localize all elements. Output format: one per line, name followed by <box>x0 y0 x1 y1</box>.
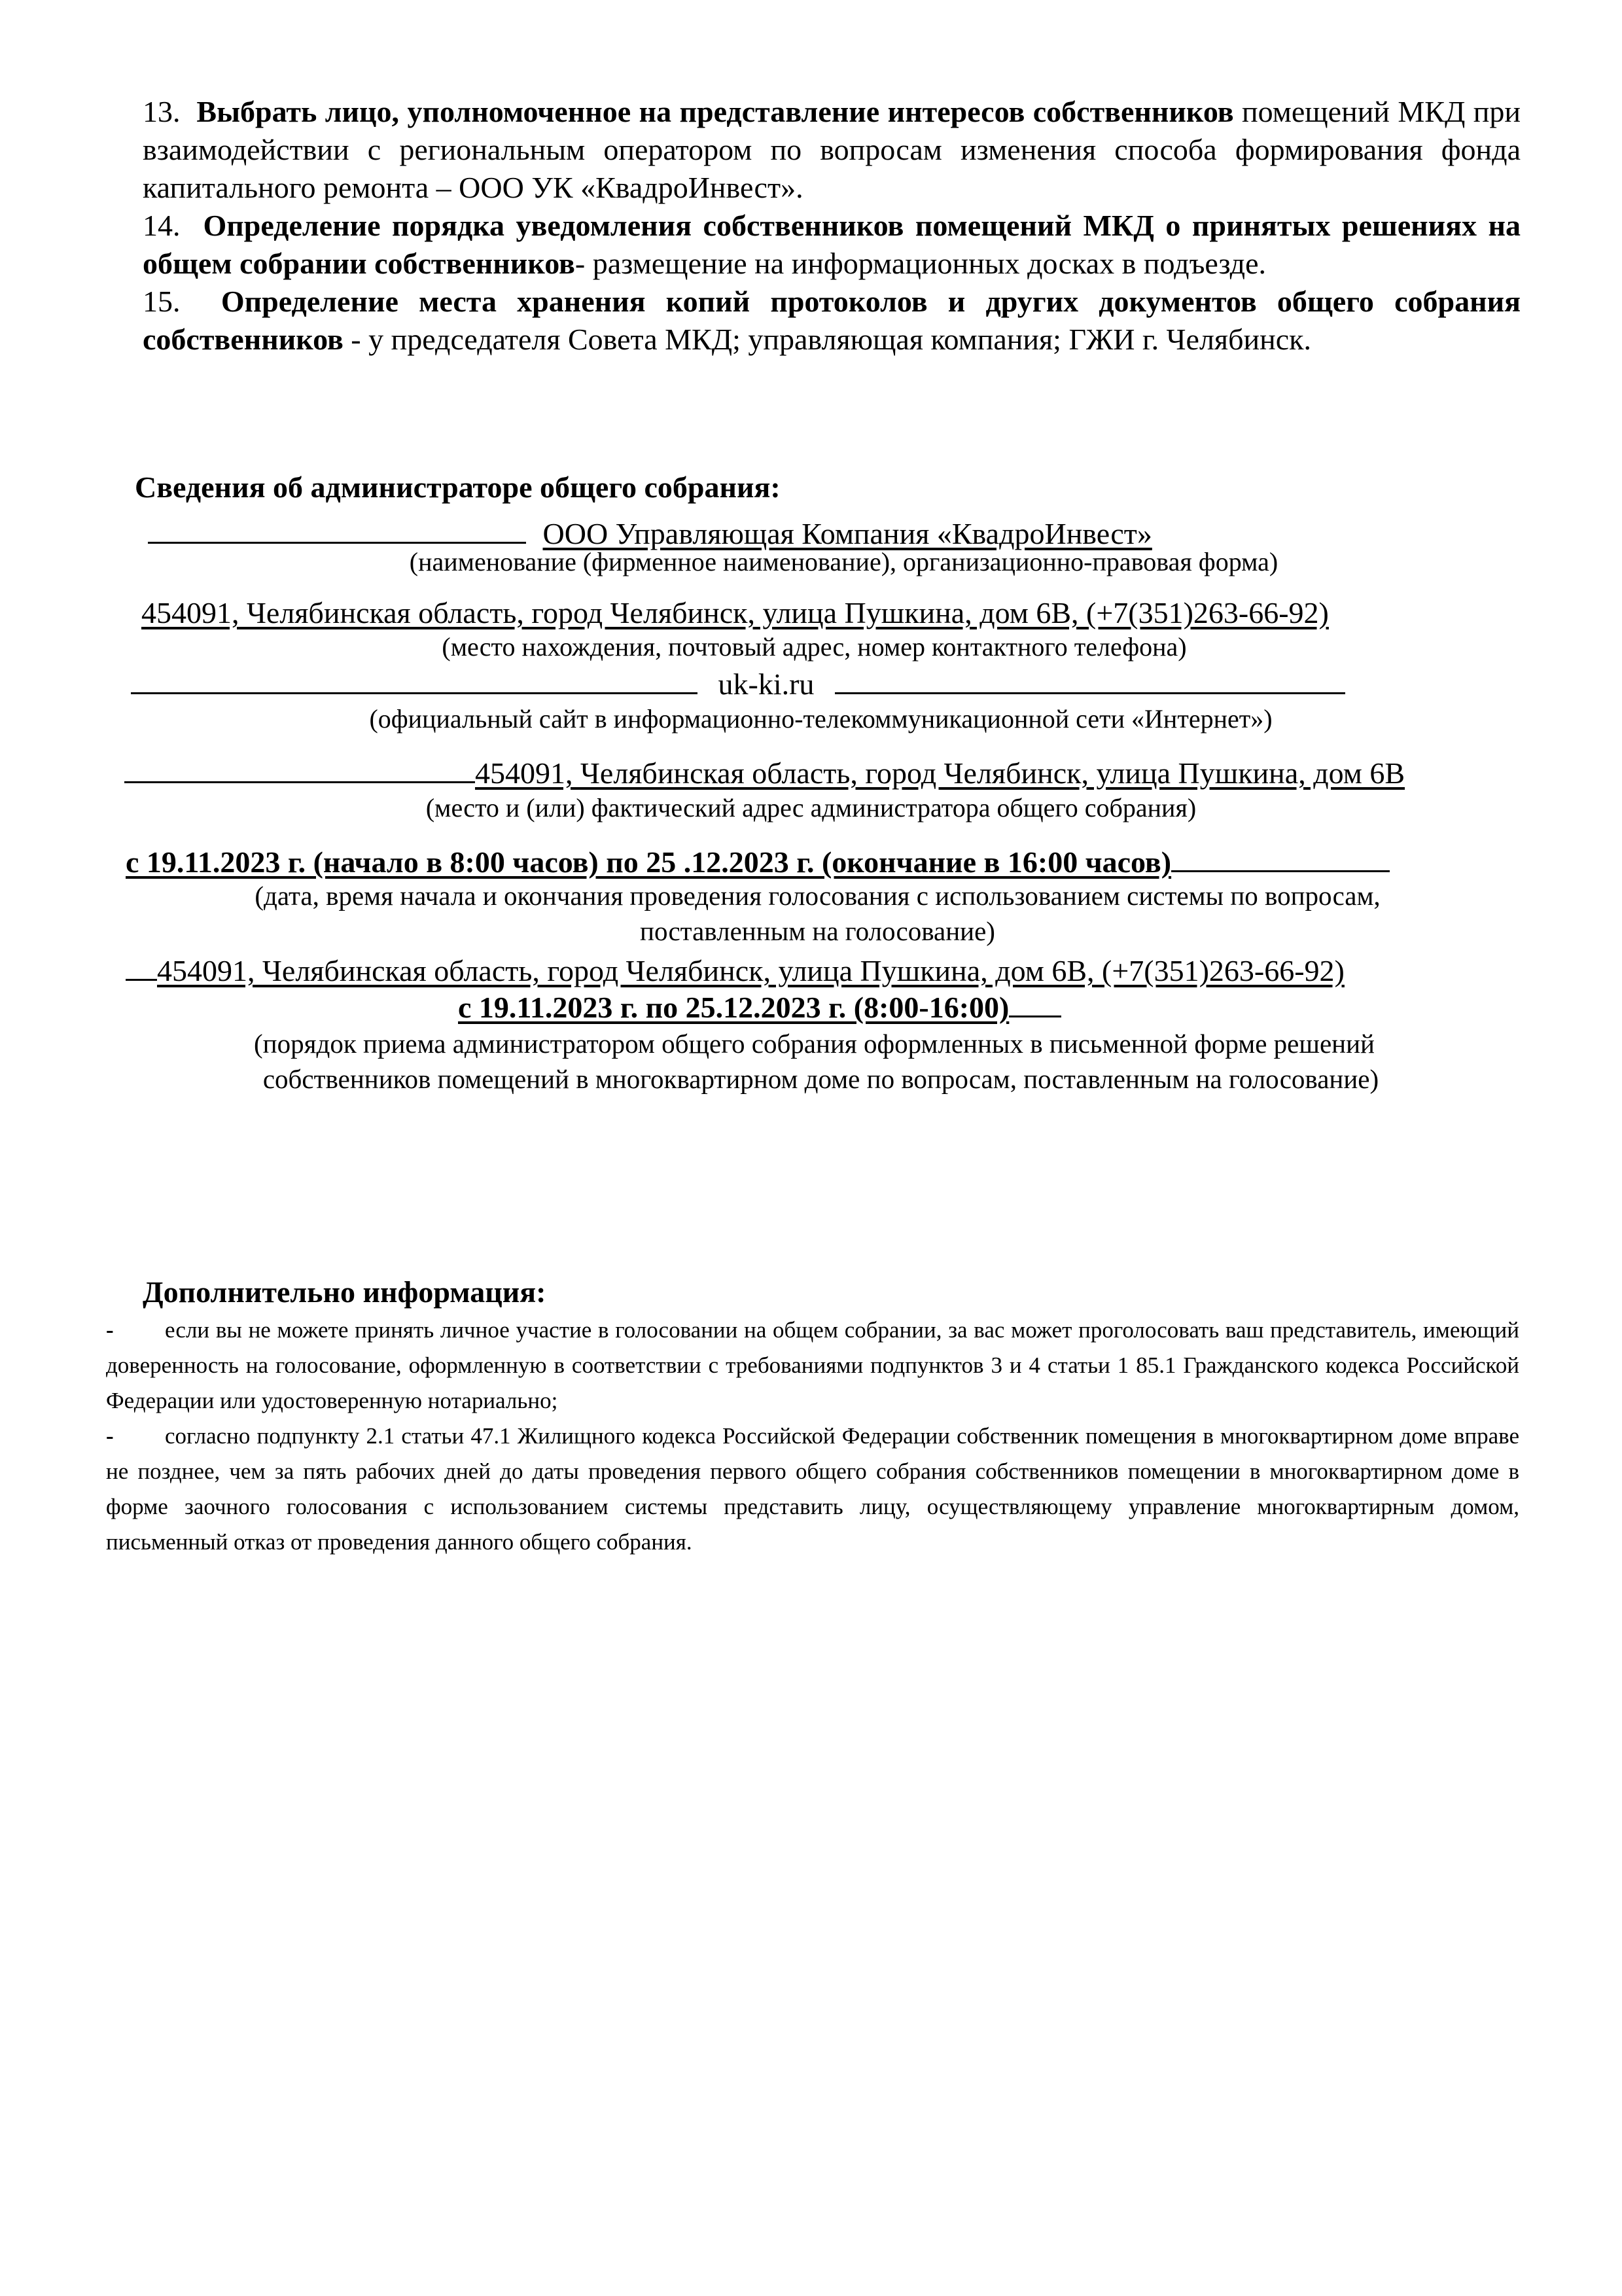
voting-period-caption-2: поставленным на голосование) <box>640 916 995 946</box>
voting-period-caption-1: (дата, время начала и окончания проведения голосования с использованием системы по вопросам, <box>255 881 1381 911</box>
additional-notes <box>106 1313 1519 1560</box>
note-item <box>106 1313 1519 1419</box>
agenda-items <box>143 93 1521 359</box>
item-heading: Определение места хранения копий протоколов и других документов общего собрания собственников <box>143 285 1521 356</box>
item-heading: Выбрать лицо, уполномоченное на представление интересов собственников <box>196 95 1234 128</box>
fill-line <box>124 754 475 783</box>
note-text: согласно подпункту 2.1 статьи 47.1 Жилищного кодекса Российской Федерации собственник помещения в многоквартирном доме вправе не позднее, чем за пять рабочих дней до даты проведения первого общего собрания собственников помещении в многоквартирном доме в форме заочного голосования с использованием системы представить лицу, осуществляющему управление многоквартирным домом, письменный отказ от проведения данного общего собрания. <box>106 1423 1519 1555</box>
receive-period-line <box>458 988 1061 1027</box>
receive-period-value: с 19.11.2023 г. по 25.12.2023 г. (8:00-16:00) <box>458 991 1010 1024</box>
item-text: помещений МКД при взаимодействии с региональным оператором по вопросам изменения способа формирования фонда капитального ремонта – ООО УК «КвадроИнвест». <box>143 95 1521 204</box>
receive-caption-2: собственников помещений в многоквартирном доме по вопросам, поставленным на голосование) <box>262 1064 1379 1094</box>
admin-section-title: Сведения об администраторе общего собрания: <box>135 470 781 504</box>
admin-site-caption: (официальный сайт в информационно-телекоммуникационной сети «Интернет») <box>369 704 1273 733</box>
admin-actual-value: 454091, Челябинская область, город Челябинск, улица Пушкина, дом 6В <box>475 756 1405 790</box>
note-dash: - <box>106 1423 114 1449</box>
agenda-item-14 <box>143 207 1521 283</box>
admin-address-caption: (место нахождения, почтовый адрес, номер контактного телефона) <box>442 632 1187 662</box>
receive-address-line <box>126 951 1345 990</box>
admin-name-value: ООО Управляющая Компания «КвадроИнвест» <box>542 517 1152 550</box>
note-text: если вы не можете принять личное участие в голосовании на общем собрании, за вас может проголосовать ваш представитель, имеющий доверенность на голосование, оформленную в соответствии с требованиями подпунктов 3 и 4 статьи 1 85.1 Гражданского кодекса Российской Федерации или удостоверенную нотариально; <box>106 1317 1519 1413</box>
item-number: 14. <box>143 209 181 242</box>
item-heading: Определение порядка уведомления собственников помещений МКД о принятых решениях на общем собрании собственников <box>143 209 1521 280</box>
fill-line <box>1009 988 1061 1017</box>
fill-line <box>148 514 526 544</box>
fill-line <box>835 665 1345 694</box>
item-text: - размещение на информационных досках в подъезде. <box>574 247 1267 280</box>
voting-period-line <box>126 843 1390 881</box>
admin-site-line <box>131 665 1345 703</box>
item-number: 13. <box>143 95 181 128</box>
agenda-item-15 <box>143 283 1521 359</box>
fill-line <box>131 665 697 694</box>
admin-actual-line <box>124 754 1405 792</box>
item-text: - у председателя Совета МКД; управляющая компания; ГЖИ г. Челябинск. <box>343 323 1311 356</box>
fill-line <box>126 951 157 981</box>
admin-site-value: uk-ki.ru <box>718 667 815 701</box>
note-dash: - <box>106 1317 114 1343</box>
agenda-item-13 <box>143 93 1521 207</box>
note-item <box>106 1419 1519 1560</box>
fill-line <box>1171 843 1390 872</box>
additional-info-title: Дополнительно информация: <box>143 1275 546 1309</box>
receive-caption-1: (порядок приема администратором общего собрания оформленных в письменной форме решений <box>254 1029 1375 1059</box>
item-number: 15. <box>143 285 181 318</box>
receive-address-value: 454091, Челябинская область, город Челябинск, улица Пушкина, дом 6В, (+7(351)263-66-92) <box>157 954 1345 987</box>
voting-period-value: с 19.11.2023 г. (начало в 8:00 часов) по 25 .12.2023 г. (окончание в 16:00 часов) <box>126 845 1172 879</box>
admin-actual-caption: (место и (или) фактический адрес администратора общего собрания) <box>425 793 1197 822</box>
admin-name-caption: (наименование (фирменное наименование), организационно-правовая форма) <box>409 547 1278 576</box>
admin-address-value: 454091, Челябинская область, город Челябинск, улица Пушкина, дом 6В, (+7(351)263-66-92) <box>141 596 1329 629</box>
